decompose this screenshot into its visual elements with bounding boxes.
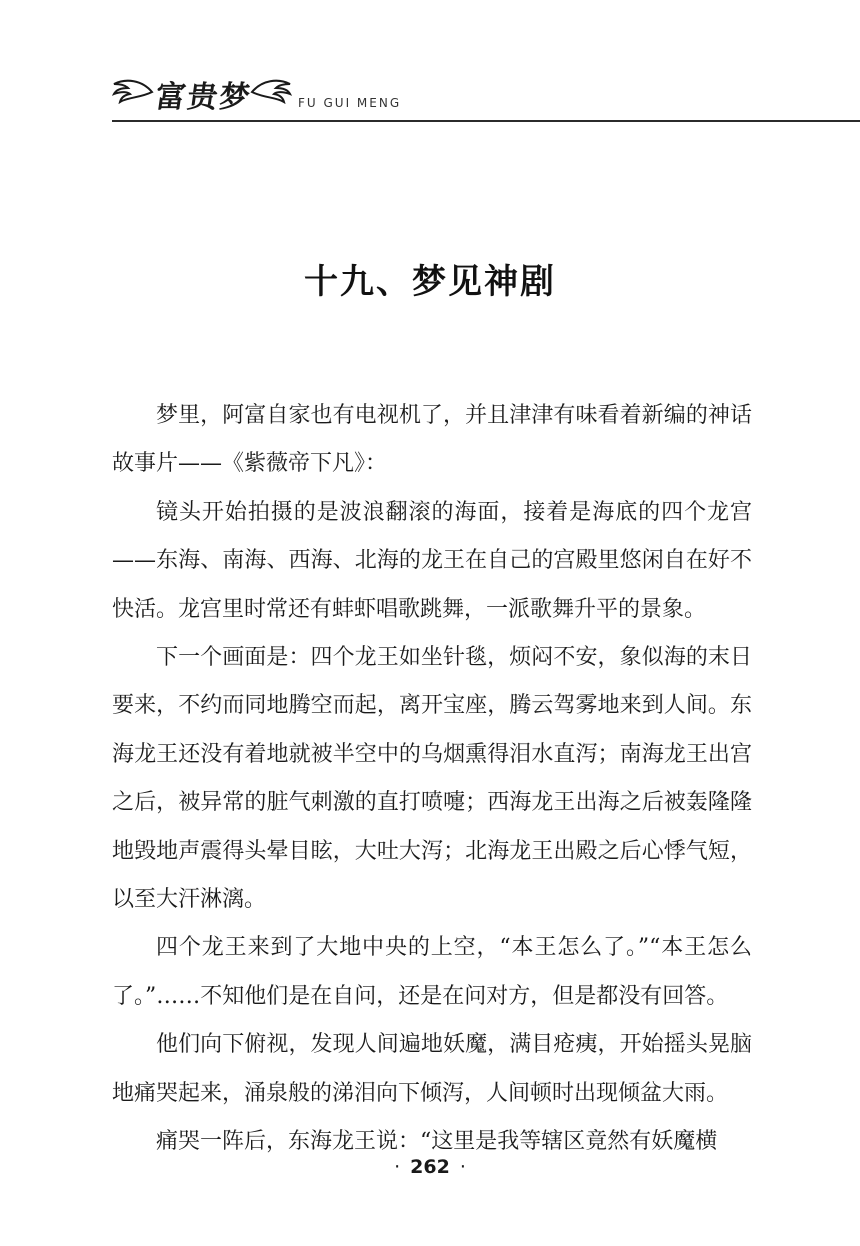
paragraph: 镜头开始拍摄的是波浪翻滚的海面，接着是海底的四个龙宫——东海、南海、西海、北海的龙王在自己的宫殿里悠闲自在好不快活。龙宫里时常还有蚌虾唱歌跳舞，一派歌舞升平的景象。 xyxy=(112,499,752,622)
brand-logo-text: 富贵梦 xyxy=(153,80,254,115)
left-wing-icon xyxy=(112,78,154,104)
paragraph: 痛哭一阵后，东海龙王说：“这里是我等辖区竟然有妖魔横 xyxy=(156,1129,718,1155)
paragraph: 下一个画面是：四个龙王如坐针毯，烦闷不安，象似海的末日要来，不约而同地腾空而起，离开宝座，腾云驾雾地来到人间。东海龙王还没有着地就被半空中的乌烟熏得泪水直泻；南海龙王出宫之后，被异常的脏气刺激的直打喷嚏；西海龙王出海之后被轰隆隆地毁地声震得头晕目眩，大吐大泻；北海龙王出殿之后心悸气短，以至大汗淋漓。 xyxy=(112,645,752,913)
body-text xyxy=(112,392,752,1167)
chapter-title: 十九、梦见神剧 xyxy=(304,262,556,302)
paragraph: 四个龙王来到了大地中央的上空，“本王怎么了。”“本王怎么了。”……不知他们是在自问，还是在问对方，但是都没有回答。 xyxy=(112,935,752,1009)
page-number: · 262 · xyxy=(394,1156,466,1178)
right-wing-icon xyxy=(250,78,292,104)
running-header xyxy=(112,66,860,122)
paragraph: 他们向下俯视，发现人间遍地妖魔，满目疮痍，开始摇头晃脑地痛哭起来，涌泉般的涕泪向下倾泻，人间顿时出现倾盆大雨。 xyxy=(112,1032,752,1106)
page-number-value: 262 xyxy=(410,1156,450,1178)
header-subtitle: FU GUI MENG xyxy=(298,96,402,110)
paragraph: 梦里，阿富自家也有电视机了，并且津津有味看着新编的神话故事片——《紫薇帝下凡》： xyxy=(112,403,752,477)
